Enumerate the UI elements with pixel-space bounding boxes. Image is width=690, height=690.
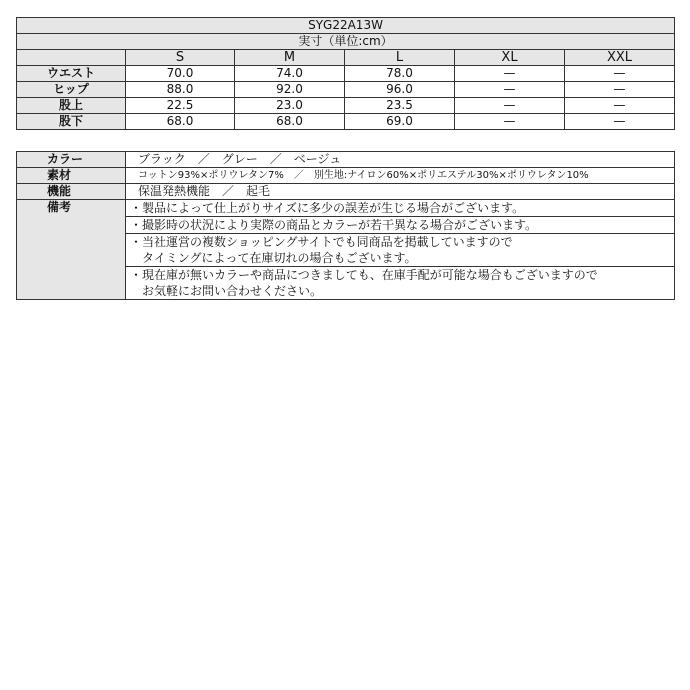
function-value: 保温発熱機能 ／ 起毛: [126, 184, 675, 200]
note-line: ・撮影時の状況により実際の商品とカラーが若干異なる場合がございます。: [130, 218, 538, 232]
material-row: [17, 168, 675, 184]
product-code: SYG22A13W: [17, 18, 675, 34]
table-row: [17, 98, 675, 114]
corner-cell: [17, 50, 126, 66]
size-cell: 22.5: [126, 98, 235, 114]
size-cell: 68.0: [235, 114, 345, 130]
product-code-row: [17, 18, 675, 34]
size-header-xxl: XXL: [565, 50, 675, 66]
size-cell: 78.0: [345, 66, 455, 82]
note-line: タイミングによって在庫切れの場合もございます。: [130, 251, 417, 265]
size-header-row: [17, 50, 675, 66]
size-header-xl: XL: [455, 50, 565, 66]
size-cell: —: [565, 114, 675, 130]
note-item: [126, 217, 675, 234]
size-cell: 69.0: [345, 114, 455, 130]
table-row: [17, 114, 675, 130]
size-header-l: L: [345, 50, 455, 66]
size-table: [16, 17, 675, 130]
size-cell: 96.0: [345, 82, 455, 98]
info-table: [16, 151, 675, 300]
size-cell: 70.0: [126, 66, 235, 82]
size-cell: 92.0: [235, 82, 345, 98]
unit-row: [17, 34, 675, 50]
size-header-s: S: [126, 50, 235, 66]
note-line: ・当社運営の複数ショッピングサイトでも同商品を掲載していますので: [130, 235, 513, 249]
size-cell: 88.0: [126, 82, 235, 98]
size-cell: 68.0: [126, 114, 235, 130]
function-label: 機能: [17, 184, 126, 200]
note-item: [126, 267, 675, 300]
size-header-m: M: [235, 50, 345, 66]
color-value: ブラック ／ グレー ／ ベージュ: [126, 152, 675, 168]
note-line: ・現在庫が無いカラーや商品につきましても、在庫手配が可能な場合もございますので: [130, 268, 598, 282]
row-label: 股下: [17, 114, 126, 130]
row-label: ウエスト: [17, 66, 126, 82]
notes-row: [17, 200, 675, 217]
note-line: ・製品によって仕上がりサイズに多少の誤差が生じる場合がございます。: [130, 201, 525, 215]
material-label: 素材: [17, 168, 126, 184]
size-cell: 23.5: [345, 98, 455, 114]
size-cell: —: [565, 66, 675, 82]
note-line: お気軽にお問い合わせください。: [130, 284, 323, 298]
size-cell: —: [565, 82, 675, 98]
color-label: カラー: [17, 152, 126, 168]
size-cell: —: [455, 98, 565, 114]
note-item: [126, 234, 675, 267]
table-row: [17, 66, 675, 82]
function-row: [17, 184, 675, 200]
table-row: [17, 82, 675, 98]
size-cell: 23.0: [235, 98, 345, 114]
row-label: 股上: [17, 98, 126, 114]
unit-label: 実寸（単位:cm）: [17, 34, 675, 50]
color-row: [17, 152, 675, 168]
size-cell: 74.0: [235, 66, 345, 82]
material-value: コットン93%×ポリウレタン7% ／ 別生地:ナイロン60%×ポリエステル30%×ポリウレタン10%: [126, 168, 675, 184]
notes-label: 備考: [17, 200, 126, 300]
note-item: [126, 200, 675, 217]
size-cell: —: [455, 114, 565, 130]
size-cell: —: [455, 82, 565, 98]
size-cell: —: [455, 66, 565, 82]
row-label: ヒップ: [17, 82, 126, 98]
size-cell: —: [565, 98, 675, 114]
